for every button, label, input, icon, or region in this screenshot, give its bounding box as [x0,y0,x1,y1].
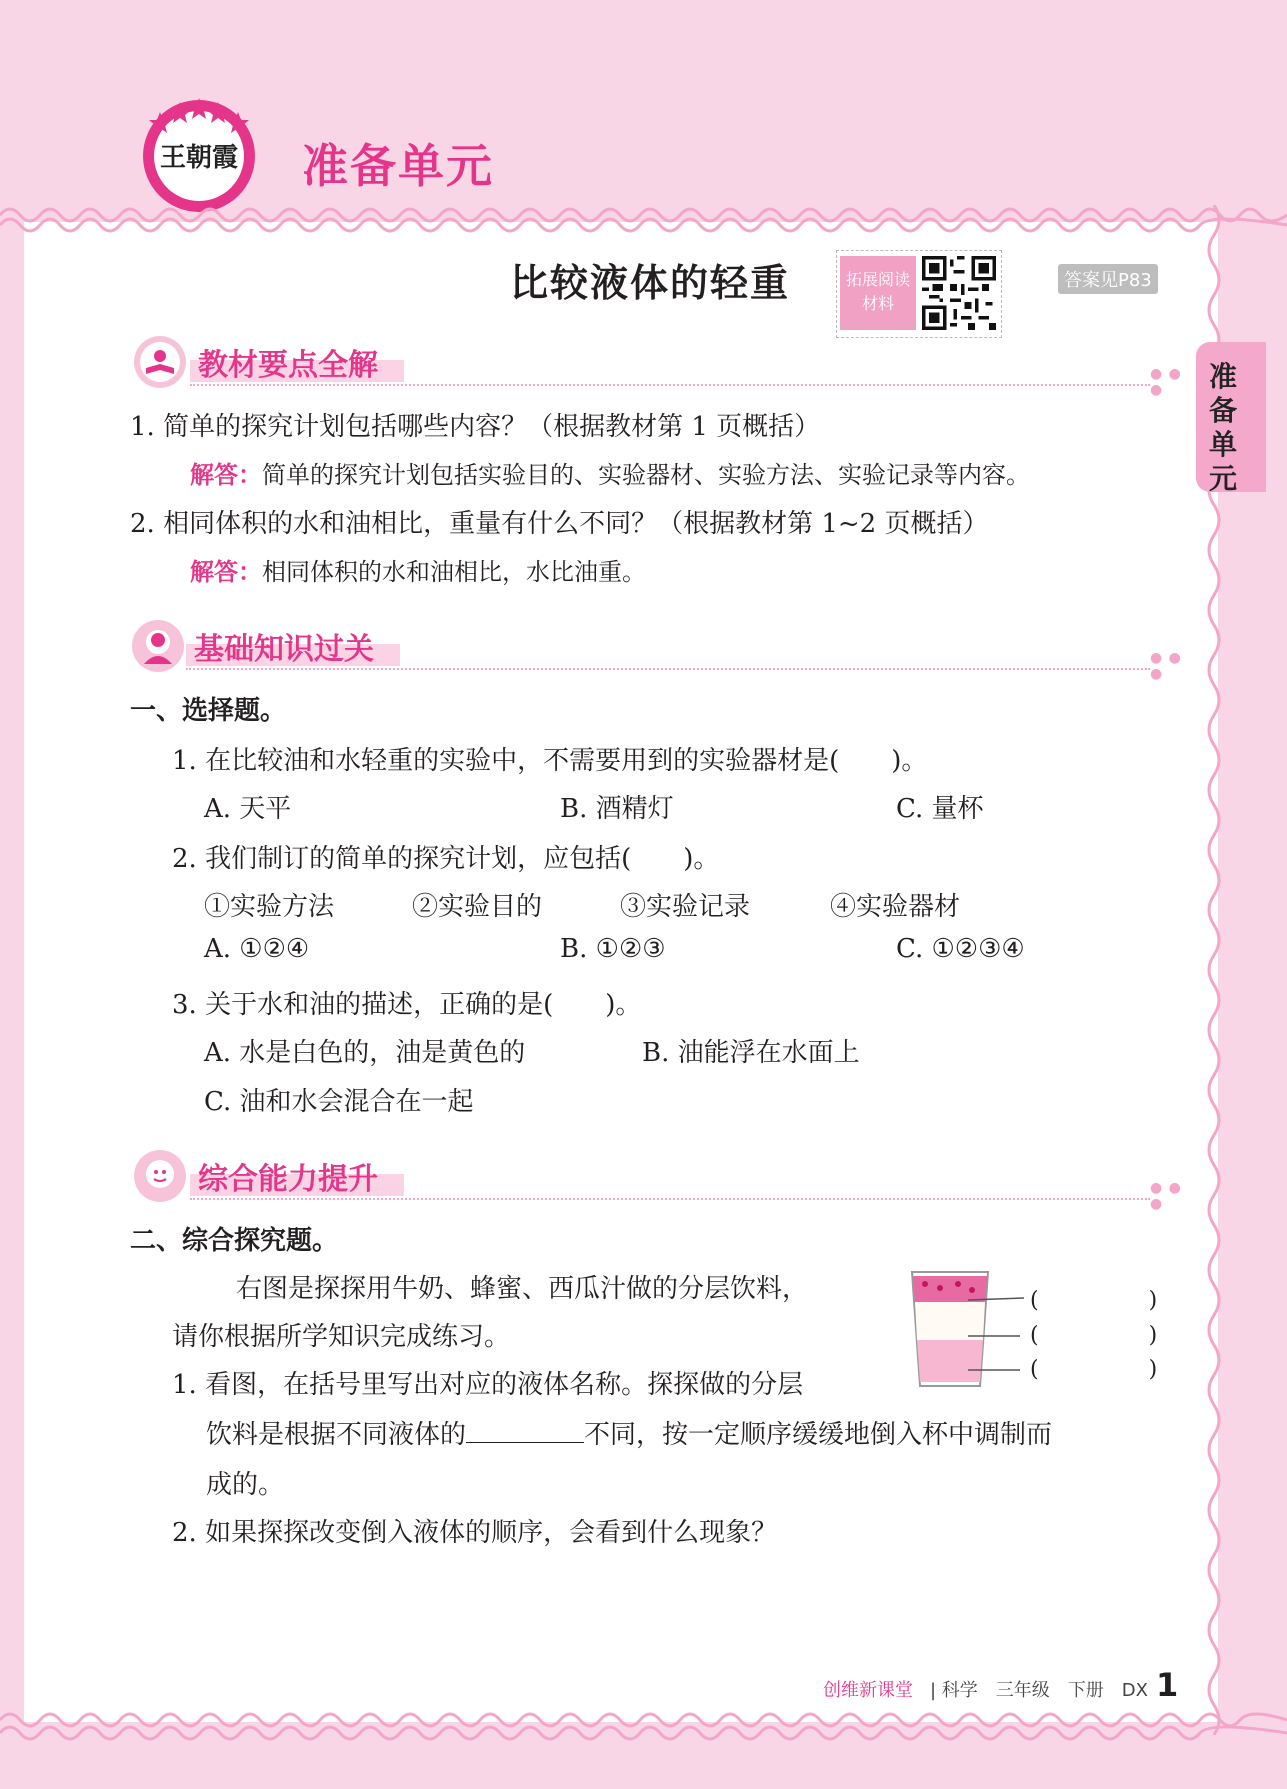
qr-code-icon[interactable] [922,256,996,330]
section3-divider [190,1198,1150,1200]
inquiry-q1-line2 [206,1414,1052,1451]
section1-q1: 1. 简单的探究计划包括哪些内容？（根据教材第 1 页概括） [130,412,821,442]
ext-label-line2: 材料 [861,294,894,313]
section1-a2: 相同体积的水和油相比，水比油重。 [262,558,646,586]
choice-q2-item2: ②实验目的 [412,892,543,922]
section3-dots: ● ● ● [1150,1180,1182,1212]
logo-text: 王朝霞 [159,143,239,173]
cup-label-bracket-bottom[interactable]: ( ) [1030,1357,1158,1382]
ext-label-line1: 拓展阅读 [845,270,910,289]
choice-q2-item3: ③实验记录 [620,892,751,922]
inquiry-q1-line1: 1. 看图，在括号里写出对应的液体名称。探探做的分层 [172,1370,804,1400]
extended-reading-label [840,256,916,330]
answer-label: 解答： [190,461,262,489]
thinking-student-icon [132,1148,188,1204]
unit-title: 准备单元 [302,139,494,193]
section2-title: 基础知识过关 [194,632,374,667]
answer-label: 解答： [190,558,262,586]
section2-dots: ● ● ● [1150,650,1182,682]
side-tab-label: 准备单元 [1208,360,1237,495]
choice-q2-option-a[interactable]: A. ①②④ [204,934,310,964]
book-reading-icon [132,334,188,390]
choice-q3-option-a[interactable]: A. 水是白色的，油是黄色的 [204,1038,526,1068]
choice-q2-item4: ④实验器材 [830,892,961,922]
content-paper [24,222,1218,1722]
choice-q3-stem: 3. 关于水和油的描述，正确的是( )。 [172,990,642,1020]
section1-a1-row [190,455,1030,490]
section1-title: 教材要点全解 [198,348,378,383]
choice-q3-option-c[interactable]: C. 油和水会混合在一起 [204,1087,474,1117]
choice-q1-stem: 1. 在比较油和水轻重的实验中，不需要用到的实验器材是( )。 [172,746,928,776]
cup-label-bracket-top[interactable]: ( ) [1030,1288,1158,1313]
choice-q1-option-c[interactable]: C. 量杯 [896,794,984,824]
inquiry-q2: 2. 如果探探改变倒入液体的顺序，会看到什么现象？ [172,1518,778,1548]
bottom-wave-border [0,1695,1287,1745]
footer-series: 创维新课堂 [823,1680,913,1701]
choice-q1-option-a[interactable]: A. 天平 [204,794,292,824]
section2-divider [186,668,1150,670]
cup-pointer-lines [968,1292,1024,1372]
lesson-title: 比较液体的轻重 [510,261,791,305]
inquiry-q1-line3: 成的。 [206,1470,285,1500]
section1-q2: 2. 相同体积的水和油相比，重量有什么不同？（根据教材第 1~2 页概括） [130,509,989,539]
section1-a2-row [190,552,646,587]
choice-q2-item1: ①实验方法 [204,892,335,922]
choice-q2-option-c[interactable]: C. ①②③④ [896,934,1025,964]
student-icon [130,618,186,674]
page-number: 1 [1156,1666,1179,1704]
section1-a1: 简单的探究计划包括实验目的、实验器材、实验方法、实验记录等内容。 [262,461,1030,489]
section1-dots: ● ● ● [1150,366,1182,398]
footer-subject: | 科学 三年级 下册 DX [930,1680,1148,1701]
section1-divider [190,384,1150,386]
answer-reference-badge: 答案见P83 [1058,264,1158,294]
inquiry-intro-line2: 请你根据所学知识完成练习。 [172,1322,511,1352]
section3-title: 综合能力提升 [198,1162,378,1197]
answer-blank[interactable] [466,1420,584,1443]
choice-q3-option-b[interactable]: B. 油能浮在水面上 [642,1038,860,1068]
inquiry-q1-line2-part1: 饮料是根据不同液体的 [206,1420,467,1450]
part1-title: 一、选择题。 [130,696,287,726]
choice-q2-stem: 2. 我们制订的简单的探究计划，应包括( )。 [172,844,720,874]
part2-title: 二、综合探究题。 [130,1226,339,1256]
cup-label-bracket-middle[interactable]: ( ) [1030,1323,1158,1348]
inquiry-intro-line1: 右图是探探用牛奶、蜂蜜、西瓜汁做的分层饮料， [236,1274,809,1304]
choice-q1-option-b[interactable]: B. 酒精灯 [560,794,674,824]
top-wave-border [0,195,1287,235]
inquiry-q1-line2-part2: 不同，按一定顺序缓缓地倒入杯中调制而 [584,1420,1053,1450]
choice-q2-option-b[interactable]: B. ①②③ [560,934,666,964]
